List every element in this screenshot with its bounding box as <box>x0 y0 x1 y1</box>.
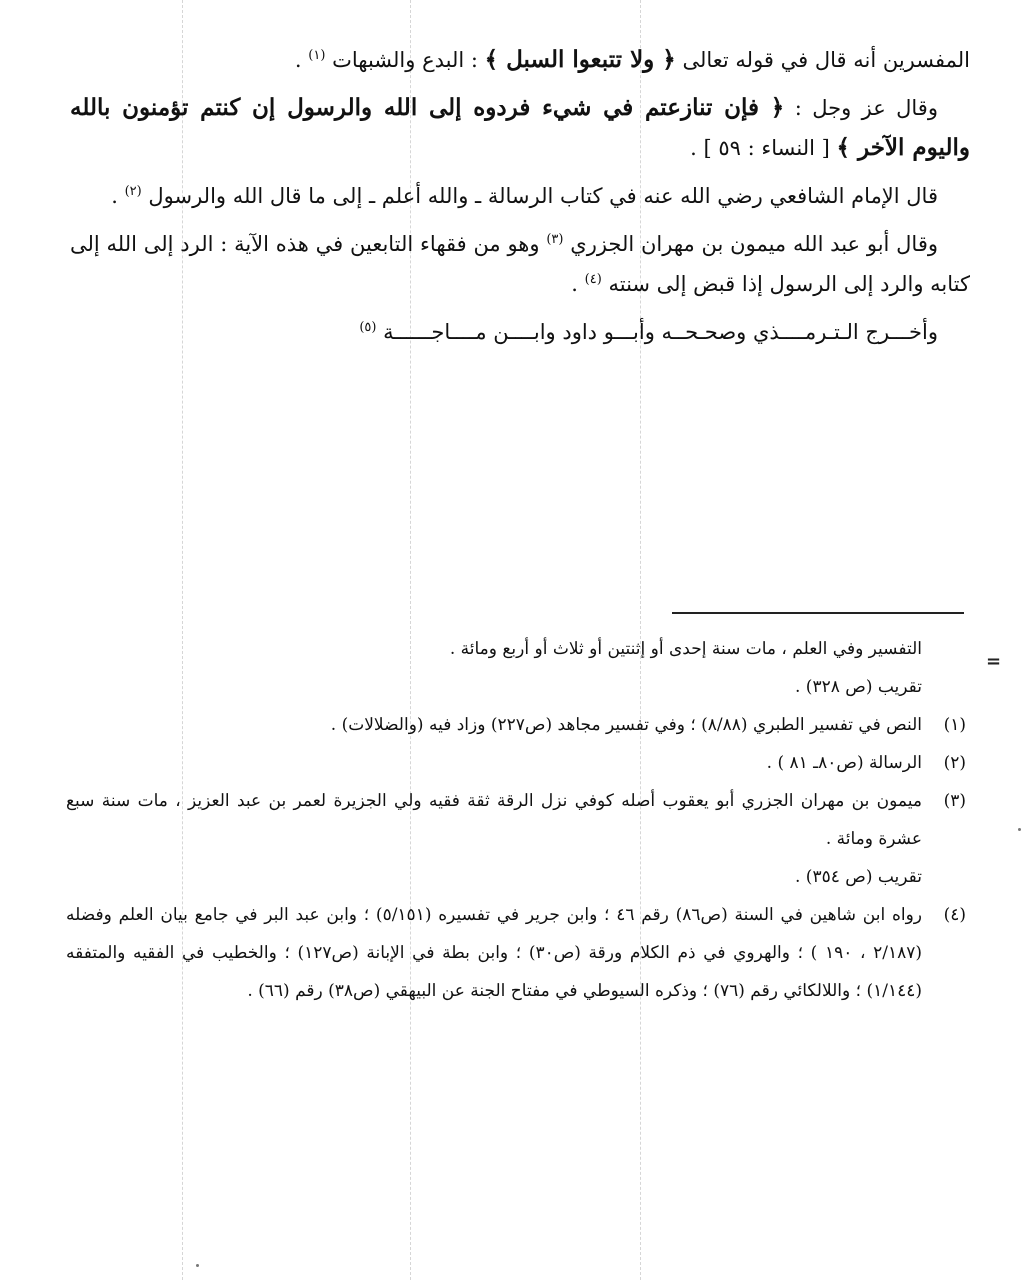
text-run: وقال عز وجل : <box>794 96 938 120</box>
footnote-number: (١) <box>943 715 966 735</box>
quran-verse: ﴿ ولا تتبعوا السبل ﴾ <box>484 46 676 73</box>
paragraph-4 <box>70 224 970 304</box>
footnote-ref[interactable]: (١) <box>308 48 326 63</box>
footnote-ref[interactable]: (٣) <box>546 232 564 247</box>
text-run: . <box>111 184 118 208</box>
footnote-ref[interactable]: (٤) <box>584 272 602 287</box>
text-run: . <box>294 48 302 72</box>
footnotes <box>66 630 966 1010</box>
footnote-text: تقريب (ص ٣٥٤) . <box>795 867 922 887</box>
text-run: وهو من فقهاء التابعين في هذه الآية : الرد إلى الله إلى كتابه والرد إلى الرسول إذا قبض إلى سنته <box>70 232 970 296</box>
footnote-number: (٢) <box>943 753 966 773</box>
footnote-separator <box>672 612 964 614</box>
text-run: وقال أبو عبد الله ميمون بن مهران الجزري <box>570 232 939 256</box>
text-run: : البدع والشبهات <box>332 48 478 72</box>
paragraph-3 <box>70 176 970 216</box>
text-run: المفسرين أنه قال في قوله تعالى <box>682 48 970 72</box>
footnote-number: (٣) <box>943 791 966 811</box>
text-run: قال الإمام الشافعي رضي الله عنه في كتاب الرسالة ـ والله أعلم ـ إلى ما قال الله والرسول <box>148 184 938 208</box>
text-run: وأخـــرج الـتـرمــــذي وصحـحــه وأبـــو داود وابــــن مــــاجــــــة <box>383 320 938 344</box>
footnote-ref[interactable]: (٢) <box>124 184 142 199</box>
footnote-continuation: تقريب (ص ٣٢٨) . <box>795 677 922 697</box>
text-run: . <box>571 272 578 296</box>
footnote-3 <box>66 782 966 858</box>
footnote-1 <box>66 706 966 744</box>
footnote-ref[interactable]: (٥) <box>359 320 377 335</box>
paragraph-2 <box>70 88 970 168</box>
paragraph-1 <box>70 40 970 80</box>
quran-verse: ﴿ فإن تنازعتم في شيء فردوه إلى الله والرسول إن كنتم تؤمنون بالله واليوم الآخر ﴾ <box>70 94 970 161</box>
footnote-4 <box>66 896 966 1010</box>
continuation-mark: = <box>986 651 1002 672</box>
footnote-text: ميمون بن مهران الجزري أبو يعقوب أصله كوفي نزل الرقة ثقة فقيه ولي الجزيرة لعمر بن عبد العزيز ، مات سنة سبع عشرة ومائة . <box>66 791 922 849</box>
footnote-continuation: التفسير وفي العلم ، مات سنة إحدى أو إثنتين أو ثلاث أو أربع ومائة . <box>449 639 922 659</box>
footnote-text: رواه ابن شاهين في السنة (ص٨٦) رقم ٤٦ ؛ وابن جرير في تفسيره (٥/١٥١) ؛ وابن عبد البر في جامع بيان العلم وفضله (٢/١٨٧ ، ١٩٠ ) ؛ والهروي في ذم الكلام ورقة (ص٣٠) ؛ وابن بطة في الإبانة (ص١٢٧) ؛ والخطيب في الفقيه والمتفقه (١/١٤٤) ؛ واللالكائي رقم (٧٦) ؛ وذكره السيوطي في مفتاح الجنة عن البيهقي (ص٣٨) رقم (٦٦) . <box>66 905 923 1001</box>
footnote-number: (٤) <box>943 905 966 925</box>
main-text <box>70 40 970 360</box>
verse-reference: [ النساء : ٥٩ ] . <box>690 136 830 160</box>
footnote-2 <box>66 744 966 782</box>
scan-speck <box>196 1264 199 1267</box>
scan-speck <box>1018 828 1021 831</box>
footnote-text: النص في تفسير الطبري (٨/٨٨) ؛ وفي تفسير مجاهد (ص٢٢٧) وزاد فيه (والضلالات) . <box>330 715 922 735</box>
footnote-text: الرسالة (ص٨٠ـ ٨١ ) . <box>766 753 922 773</box>
paragraph-5 <box>70 312 970 352</box>
